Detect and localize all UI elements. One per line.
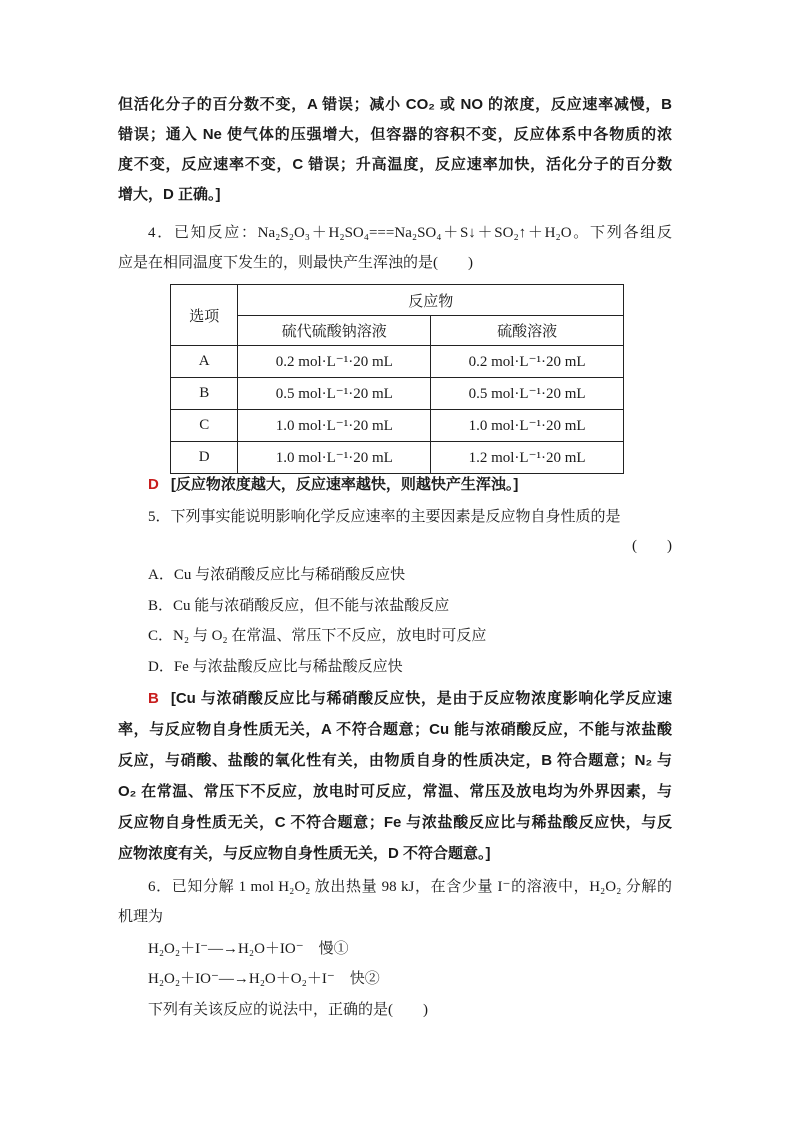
row-option: D <box>171 442 238 474</box>
mechanism-step-2: H₂O₂＋IO⁻―→H₂O＋O₂＋I⁻ 快② <box>148 971 380 987</box>
answer-line: O₂ 在常温、常压下不反应，放电时可反应，常温、常压及放电均为外界因素，与 <box>118 783 672 800</box>
mechanism-step-1: H₂O₂＋I⁻―→H₂O＋IO⁻ 慢① <box>148 941 349 957</box>
question-6-mechanism <box>118 934 672 994</box>
table-subheader-row <box>171 316 624 346</box>
header-sulfuric-acid: 硫酸溶液 <box>431 316 624 346</box>
row-option: B <box>171 378 238 410</box>
row-thiosulfate-value: 0.5 mol·L⁻¹·20 mL <box>238 378 431 410</box>
table-row <box>171 346 624 378</box>
table-row <box>171 410 624 442</box>
answer-line <box>118 470 672 500</box>
row-thiosulfate-value: 0.2 mol·L⁻¹·20 mL <box>238 346 431 378</box>
answer-explanation: [反应物浓度越大，反应速率越快，则越快产生浑浊。] <box>170 476 519 493</box>
row-option: A <box>171 346 238 378</box>
row-acid-value: 1.2 mol·L⁻¹·20 mL <box>431 442 624 474</box>
question-line: 6．已知分解 1 mol H₂O₂ 放出热量 98 kJ，在含少量 I⁻的溶液中，H₂O₂ 分解的 <box>148 879 672 895</box>
row-acid-value: 1.0 mol·L⁻¹·20 mL <box>431 410 624 442</box>
header-reactants: 反应物 <box>238 285 624 316</box>
option-c: C．N₂ 与 O₂ 在常温、常压下不反应，放电时可反应 <box>148 628 487 645</box>
question-4-answer <box>118 470 672 500</box>
answer-line: 率，与反应物自身性质无关，A 不符合题意；Cu 能与浓硝酸反应，不能与浓盐酸 <box>118 721 672 738</box>
answer-explanation: [Cu 与浓硝酸反应比与稀硝酸反应快，是由于反应物浓度影响化学反应速 <box>170 690 672 707</box>
question-4-table <box>170 284 624 474</box>
question-line: 应是在相同温度下发生的，则最快产生浑浊的是( ) <box>118 255 473 271</box>
question-6-prompt <box>118 995 672 1025</box>
row-thiosulfate-value: 1.0 mol·L⁻¹·20 mL <box>238 410 431 442</box>
answer-blank: ( ) <box>632 538 672 554</box>
option-a: A．Cu 与浓硝酸反应比与稀硝酸反应快 <box>148 567 406 583</box>
explanation-line: 增大，D 正确。] <box>118 186 221 203</box>
answer-line <box>118 683 672 714</box>
answer-letter: D <box>148 476 159 493</box>
table-row <box>171 442 624 474</box>
question-4-stem <box>118 218 672 278</box>
answer-line: 反应物自身性质无关，C 不符合题意；Fe 与浓盐酸反应比与稀盐酸反应快，与反 <box>118 814 672 831</box>
option-d: D．Fe 与浓盐酸反应比与稀盐酸反应快 <box>148 659 403 676</box>
header-option: 选项 <box>171 285 238 346</box>
question-5-answer <box>118 683 672 869</box>
question-line: 机理为 <box>118 909 164 925</box>
question-line: 下列有关该反应的说法中，正确的是( ) <box>148 1002 428 1018</box>
row-thiosulfate-value: 1.0 mol·L⁻¹·20 mL <box>238 442 431 474</box>
answer-letter: B <box>148 690 159 707</box>
question-line: 5．下列事实能说明影响化学反应速率的主要因素是反应物自身性质的是 <box>148 509 621 525</box>
row-option: C <box>171 410 238 442</box>
explanation-line: 但活化分子的百分数不变，A 错误；减小 CO₂ 或 NO 的浓度，反应速率减慢，B <box>118 96 672 113</box>
previous-answer-explanation <box>118 90 672 210</box>
answer-line: 应物浓度有关，与反应物自身性质无关，D 不符合题意。] <box>118 845 491 862</box>
header-sodium-thiosulfate: 硫代硫酸钠溶液 <box>238 316 431 346</box>
question-6-stem <box>118 872 672 932</box>
row-acid-value: 0.5 mol·L⁻¹·20 mL <box>431 378 624 410</box>
answer-line: 反应，与硝酸、盐酸的氧化性有关，由物质自身的性质决定，B 符合题意；N₂ 与 <box>118 752 672 769</box>
question-5-options <box>118 560 672 683</box>
table-row <box>171 378 624 410</box>
row-acid-value: 0.2 mol·L⁻¹·20 mL <box>431 346 624 378</box>
explanation-line: 度不变，反应速率不变，C 错误；升高温度，反应速率加快，活化分子的百分数 <box>118 156 672 173</box>
option-b: B．Cu 能与浓硝酸反应，但不能与浓盐酸反应 <box>148 597 450 614</box>
explanation-line: 错误；通入 Ne 使气体的压强增大，但容器的容积不变，反应体系中各物质的浓 <box>118 126 672 143</box>
question-line: 4．已知反应：Na₂S₂O₃＋H₂SO₄===Na₂SO₄＋S↓＋SO₂↑＋H₂O。下列各组反 <box>148 225 672 241</box>
table-header-row <box>171 285 624 316</box>
question-5-stem <box>118 502 672 560</box>
